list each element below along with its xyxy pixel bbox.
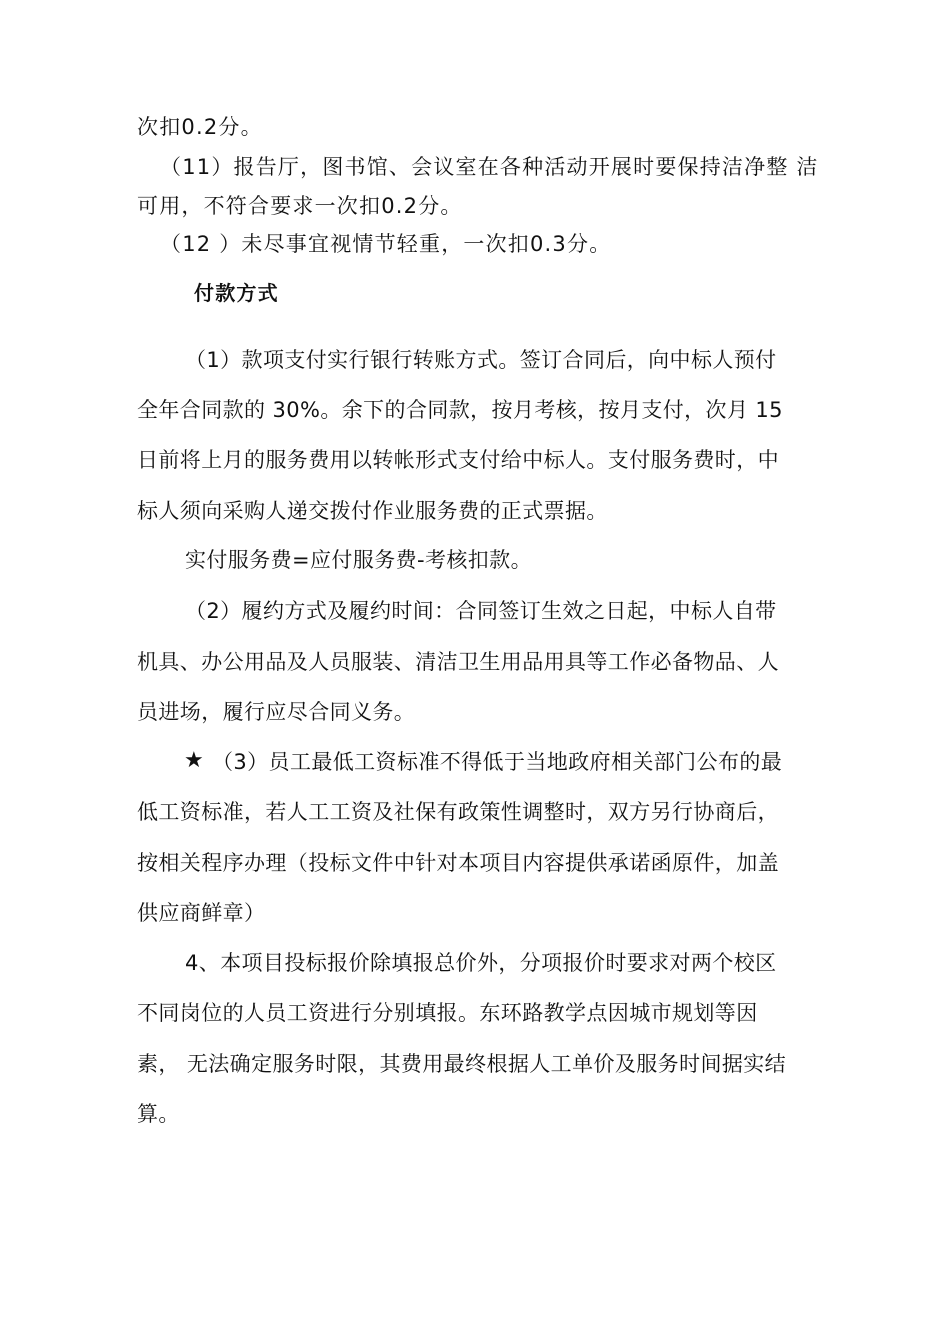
text-line: （2）履约方式及履约时间：合同签订生效之日起，中标人自带 [185, 599, 777, 623]
text-line: 可用，不符合要求一次扣0.2分。 [137, 194, 463, 218]
text-line: 次扣0.2分。 [137, 115, 263, 139]
text-line: （11）报告厅，图书馆、会议室在各种活动开展时要保持洁净整 洁 [160, 155, 819, 179]
text-line: 按相关程序办理（投标文件中针对本项目内容提供承诺函原件，加盖 [137, 851, 779, 875]
text-line: 算。 [137, 1102, 180, 1126]
text-line: 供应商鲜章） [137, 901, 266, 925]
text-line: 员进场，履行应尽合同义务。 [137, 700, 416, 724]
section-heading: 付款方式 [194, 281, 279, 305]
text-line: （12 ）未尽事宜视情节轻重，一次扣0.3分。 [160, 232, 612, 256]
text-line: （1）款项支付实行银行转账方式。签订合同后，向中标人预付 [185, 348, 777, 372]
text-line: 素， 无法确定服务时限，其费用最终根据人工单价及服务时间据实结 [137, 1052, 787, 1076]
star-icon: ★ [184, 748, 205, 773]
text-line: 日前将上月的服务费用以转帐形式支付给中标人。支付服务费时，中 [137, 448, 779, 472]
text-line: （3）员工最低工资标准不得低于当地政府相关部门公布的最 [212, 750, 783, 774]
text-line: 不同岗位的人员工资进行分别填报。东环路教学点因城市规划等因 [137, 1001, 758, 1025]
text-line: 机具、办公用品及人员服装、清洁卫生用品用具等工作必备物品、人 [137, 650, 779, 674]
text-line: 实付服务费=应付服务费-考核扣款。 [185, 548, 532, 572]
text-line: 标人须向采购人递交拨付作业服务费的正式票据。 [137, 499, 608, 523]
text-line: 低工资标准，若人工工资及社保有政策性调整时，双方另行协商后， [137, 800, 779, 824]
text-line: 全年合同款的 30%。余下的合同款，按月考核，按月支付，次月 15 [137, 398, 783, 422]
text-line: 4、本项目投标报价除填报总价外，分项报价时要求对两个校区 [185, 951, 777, 975]
